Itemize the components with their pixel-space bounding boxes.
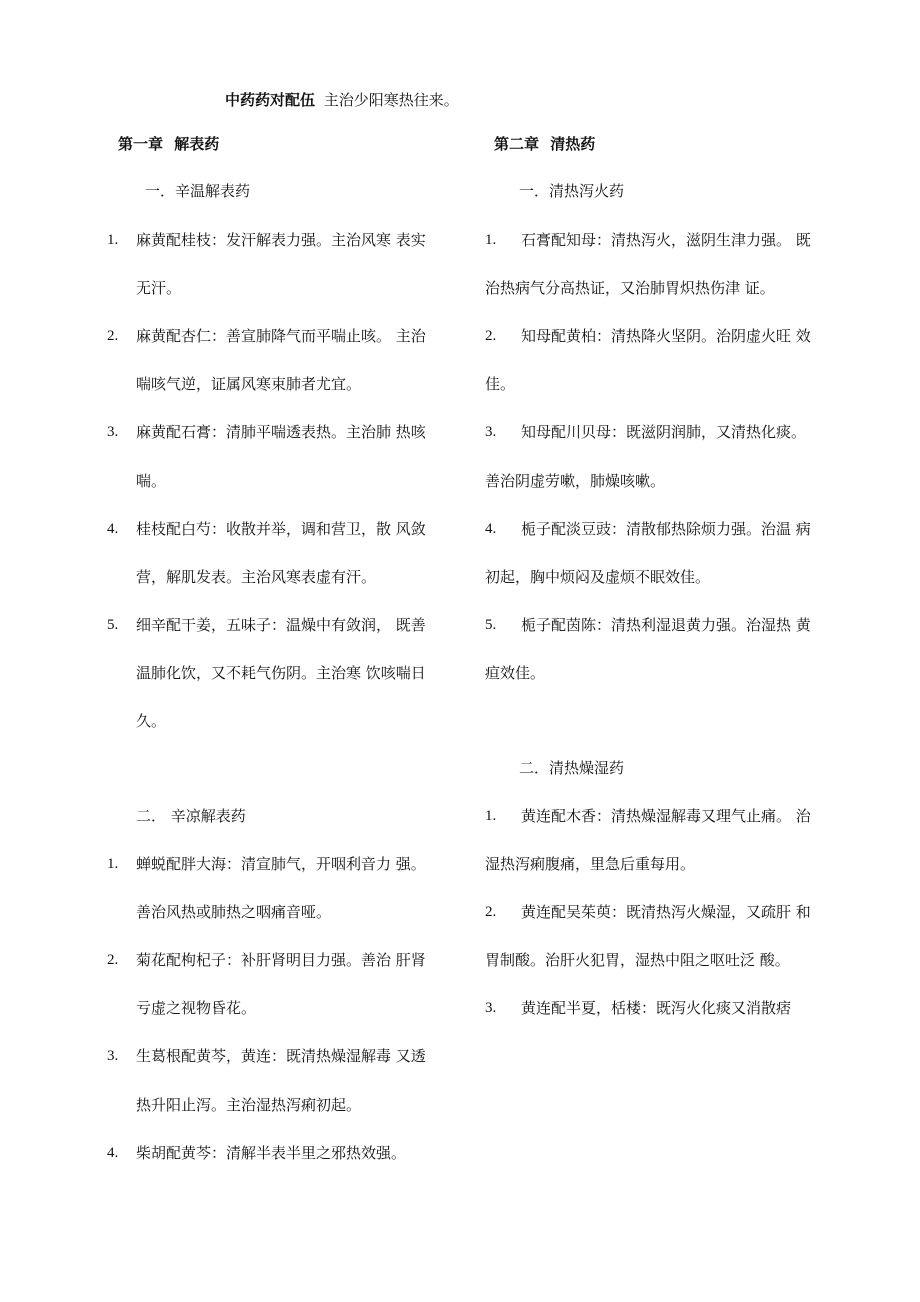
item-number: 2. [485, 328, 497, 344]
item-number: 1. [485, 232, 497, 248]
item-line: 柴胡配黄芩：清解半表半里之邪热效强。 [136, 1144, 407, 1162]
item-line: 治热病气分高热证，又治肺胃炽热伤津 证。 [485, 279, 775, 297]
title-rest: 主治少阳寒热往来。 [323, 91, 459, 109]
item-line: 栀子配茵陈：清热利湿退黄力强。治湿热 黄 [521, 616, 811, 634]
item-number: 4. [107, 521, 119, 537]
item-line: 疸效佳。 [485, 664, 546, 682]
item-line: 热升阳止泻。主治湿热泻痢初起。 [136, 1096, 362, 1114]
item-line: 知母配川贝母：既滋阴润肺，又清热化痰。 [521, 423, 807, 441]
item-number: 3. [485, 424, 497, 440]
left-section-2-heading: 二． 辛凉解表药 [136, 807, 246, 825]
right-chapter-num: 第二章 [494, 135, 540, 153]
item-line: 蝉蜕配胖大海：清宣肺气，开咽利音力 强。 [136, 855, 426, 873]
right-section-2-heading: 二．清热燥湿药 [519, 759, 625, 777]
item-number: 5. [485, 617, 497, 633]
left-chapter-heading [118, 134, 219, 154]
item-number: 3. [107, 424, 119, 440]
item-line: 黄连配半夏，栝楼：既泻火化痰又消散痞 [521, 999, 792, 1017]
item-line: 细辛配干姜，五味子：温燥中有敛润， 既善 [136, 616, 426, 634]
item-line: 喘。 [136, 472, 167, 490]
right-chapter-name: 清热药 [550, 135, 596, 153]
item-number: 2. [485, 904, 497, 920]
item-number: 3. [107, 1048, 119, 1064]
item-line: 亏虚之视物昏花。 [136, 999, 257, 1017]
title-bold: 中药药对配伍 [225, 91, 316, 109]
right-chapter-heading [494, 134, 595, 154]
item-line: 石膏配知母：清热泻火，滋阴生津力强。 既 [521, 231, 811, 249]
item-line: 黄连配吴茱萸：既清热泻火燥湿，又疏肝 和 [521, 903, 811, 921]
item-number: 2. [107, 328, 119, 344]
item-number: 4. [107, 1145, 119, 1161]
item-line: 胃制酸。治肝火犯胃，湿热中阻之呕吐泛 酸。 [485, 951, 790, 969]
item-number: 2. [107, 952, 119, 968]
item-line: 麻黄配石膏：清肺平喘透表热。主治肺 热咳 [136, 423, 426, 441]
item-number: 1. [107, 232, 119, 248]
item-line: 初起，胸中烦闷及虚烦不眠效佳。 [485, 568, 711, 586]
item-number: 1. [107, 856, 119, 872]
item-line: 善治阴虚劳嗽，肺燥咳嗽。 [485, 472, 666, 490]
right-section-1-heading: 一．清热泻火药 [519, 182, 625, 200]
document-title [225, 90, 459, 110]
item-line: 知母配黄柏：清热降火坚阴。治阴虚火旺 效 [521, 327, 811, 345]
item-line: 营，解肌发表。主治风寒表虚有汗。 [136, 568, 377, 586]
left-chapter-name: 解表药 [174, 135, 220, 153]
item-number: 4. [485, 521, 497, 537]
item-number: 3. [485, 1000, 497, 1016]
left-section-1-heading: 一．辛温解表药 [145, 182, 251, 200]
item-line: 栀子配淡豆豉：清散郁热除烦力强。治温 病 [521, 520, 811, 538]
item-line: 生葛根配黄芩，黄连：既清热燥湿解毒 又透 [136, 1047, 426, 1065]
item-line: 桂枝配白芍：收散并举，调和营卫，散 风敛 [136, 520, 426, 538]
item-line: 温肺化饮，又不耗气伤阴。主治寒 饮咳喘日 [136, 664, 426, 682]
item-number: 1. [485, 808, 497, 824]
item-line: 佳。 [485, 375, 516, 393]
item-line: 麻黄配杏仁：善宣肺降气而平喘止咳。 主治 [136, 327, 426, 345]
item-line: 无汗。 [136, 279, 182, 297]
item-line: 喘咳气逆，证属风寒束肺者尤宜。 [136, 375, 362, 393]
item-line: 湿热泻痢腹痛，里急后重每用。 [485, 855, 696, 873]
item-line: 善治风热或肺热之咽痛音哑。 [136, 903, 332, 921]
left-chapter-num: 第一章 [118, 135, 164, 153]
item-line: 菊花配枸杞子：补肝肾明目力强。善治 肝肾 [136, 951, 426, 969]
item-line: 麻黄配桂枝：发汗解表力强。主治风寒 表实 [136, 231, 426, 249]
item-line: 久。 [136, 712, 167, 730]
item-number: 5. [107, 617, 119, 633]
item-line: 黄连配木香：清热燥湿解毒又理气止痛。 治 [521, 807, 811, 825]
